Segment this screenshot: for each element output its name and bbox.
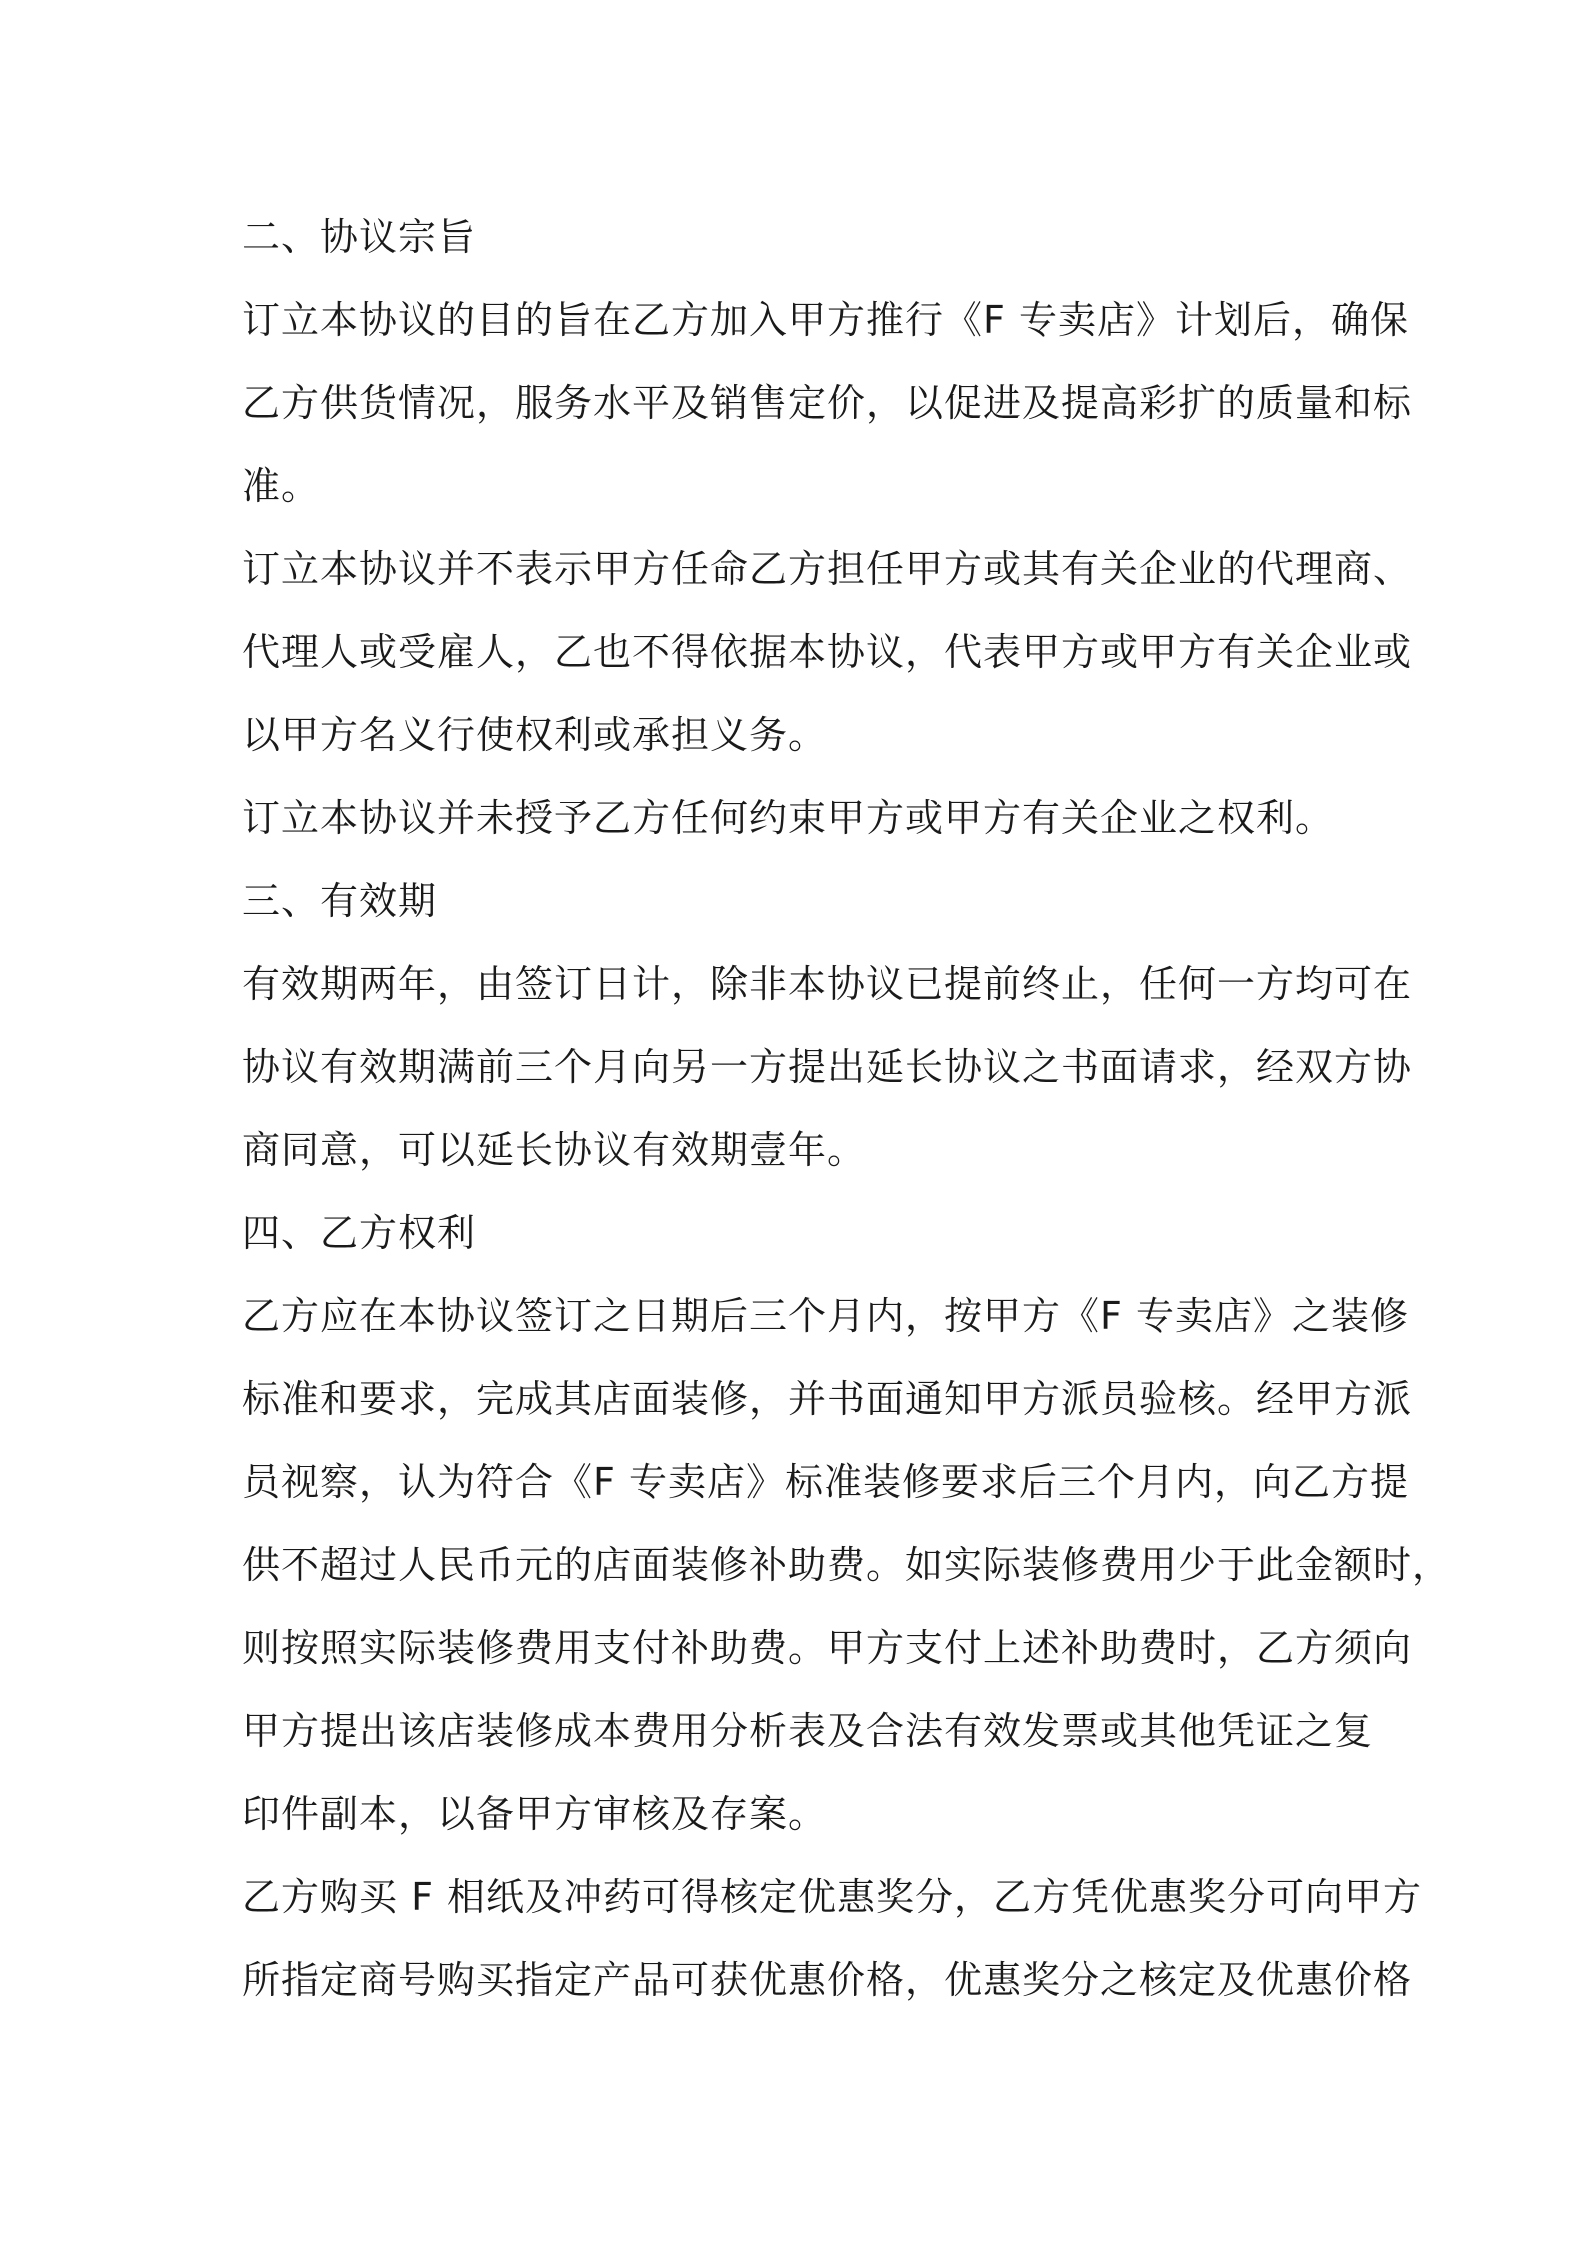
paragraph-line: 代理人或受雇人，乙也不得依据本协议，代表甲方或甲方有关企业或 — [242, 630, 1413, 674]
paragraph-line: 甲方提出该店装修成本费用分析表及合法有效发票或其他凭证之复 — [242, 1709, 1374, 1753]
paragraph-line: 乙方应在本协议签订之日期后三个月内，按甲方《F 专卖店》之装修 — [242, 1294, 1409, 1338]
document-body — [242, 196, 1452, 2022]
paragraph-line: 供不超过人民币元的店面装修补助费。如实际装修费用少于此金额时， — [242, 1543, 1452, 1587]
paragraph-line: 订立本协议并未授予乙方任何约束甲方或甲方有关企业之权利。 — [242, 796, 1335, 840]
paragraph-line: 以甲方名义行使权利或承担义务。 — [242, 713, 828, 757]
paragraph-line: 印件副本，以备甲方审核及存案。 — [242, 1792, 828, 1836]
paragraph-line: 所指定商号购买指定产品可获优惠价格，优惠奖分之核定及优惠价格 — [242, 1958, 1413, 2002]
section-heading: 四、乙方权利 — [242, 1211, 477, 1255]
section-heading: 二、协议宗旨 — [242, 215, 477, 259]
paragraph-line: 订立本协议并不表示甲方任命乙方担任甲方或其有关企业的代理商、 — [242, 547, 1413, 591]
section-heading: 三、有效期 — [242, 879, 438, 923]
paragraph-line: 订立本协议的目的旨在乙方加入甲方推行《F 专卖店》计划后，确保 — [242, 298, 1409, 342]
paragraph-line: 乙方购买 F 相纸及冲药可得核定优惠奖分，乙方凭优惠奖分可向甲方 — [242, 1875, 1423, 1919]
paragraph-line: 则按照实际装修费用支付补助费。甲方支付上述补助费时，乙方须向 — [242, 1626, 1413, 1670]
paragraph-line: 准。 — [242, 464, 321, 508]
paragraph-line: 乙方供货情况，服务水平及销售定价，以促进及提高彩扩的质量和标 — [242, 381, 1413, 425]
paragraph-line: 标准和要求，完成其店面装修，并书面通知甲方派员验核。经甲方派 — [242, 1377, 1413, 1421]
paragraph-line: 员视察，认为符合《F 专卖店》标准装修要求后三个月内，向乙方提 — [242, 1460, 1409, 1504]
paragraph-line: 有效期两年，由签订日计，除非本协议已提前终止，任何一方均可在 — [242, 962, 1413, 1006]
paragraph-line: 协议有效期满前三个月向另一方提出延长协议之书面请求，经双方协 — [242, 1045, 1413, 1089]
paragraph-line: 商同意，可以延长协议有效期壹年。 — [242, 1128, 867, 1172]
